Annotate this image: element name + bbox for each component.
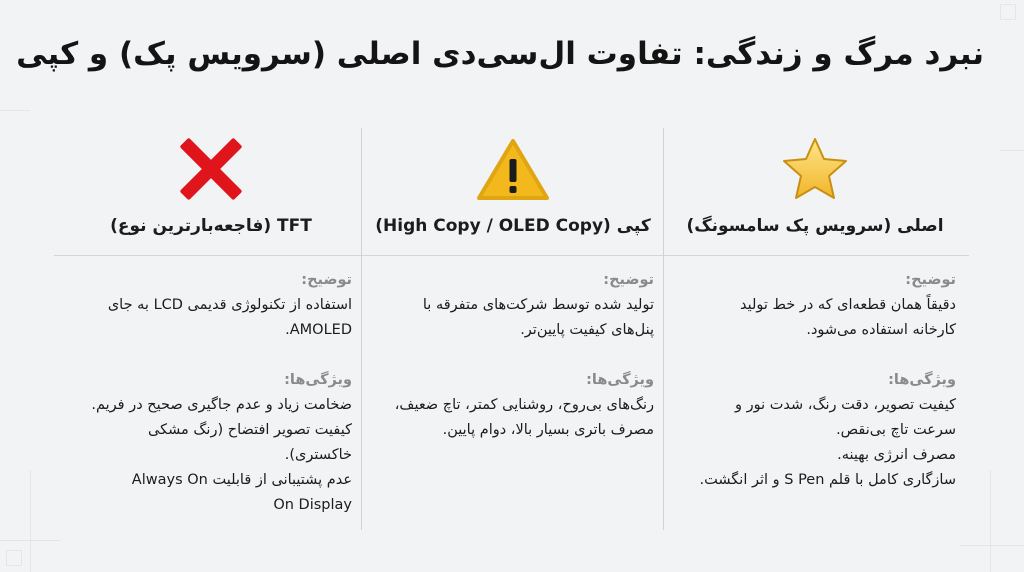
column-heading: کپی (High Copy / OLED Copy) (375, 216, 651, 236)
feature-line: سرعت تاچ بی‌نقص. (836, 422, 956, 438)
decorative-line (990, 470, 991, 572)
column-original (664, 128, 966, 528)
column-body (676, 268, 956, 493)
description-line: AMOLED. (285, 322, 352, 338)
description-line: کارخانه استفاده می‌شود. (806, 322, 956, 338)
column-body (374, 268, 654, 443)
description-line: دقیقاً همان قطعه‌ای که در خط تولید (739, 297, 956, 313)
feature-line: رنگ‌های بی‌روح، روشنایی کمتر، تاچ ضعیف، (394, 397, 654, 413)
page-title: نبرد مرگ و زندگی: تفاوت ال‌سی‌دی اصلی (سرویس پک) و کپی (16, 36, 984, 72)
decorative-line (30, 470, 31, 572)
decorative-box (1000, 4, 1016, 20)
description-line: پنل‌های کیفیت پایین‌تر. (520, 322, 654, 338)
cross-icon (60, 136, 362, 202)
decorative-line (960, 545, 1024, 546)
decorative-line (0, 110, 30, 111)
column-heading: اصلی (سرویس پک سامسونگ) (686, 216, 944, 236)
features-label: ویژگی‌ها: (888, 372, 956, 388)
description-label: توضیح: (301, 272, 352, 288)
feature-line: خاکستری). (284, 447, 352, 463)
description-label: توضیح: (905, 272, 956, 288)
star-icon (664, 136, 966, 202)
feature-line: سازگاری کامل با قلم S Pen و اثر انگشت. (699, 472, 956, 488)
column-body (72, 268, 352, 518)
decorative-line (0, 540, 60, 541)
decorative-line (1000, 150, 1024, 151)
column-copy (362, 128, 664, 528)
description-line: استفاده از تکنولوژی قدیمی LCD به جای (107, 297, 352, 313)
warning-icon (362, 136, 664, 202)
feature-line: مصرف باتری بسیار بالا، دوام پایین. (442, 422, 654, 438)
decorative-box (6, 550, 22, 566)
feature-line: کیفیت تصویر افتضاح (رنگ مشکی (148, 422, 352, 438)
description-line: تولید شده توسط شرکت‌های متفرقه با (422, 297, 654, 313)
feature-line: عدم پشتیبانی از قابلیت Always On (131, 472, 352, 488)
feature-line: مصرف انرژی بهینه. (837, 447, 956, 463)
column-heading: TFT (فاجعه‌بارترین نوع) (110, 216, 312, 236)
feature-line: ضخامت زیاد و عدم جاگیری صحیح در فریم. (91, 397, 352, 413)
feature-line: کیفیت تصویر، دقت رنگ، شدت نور و (735, 397, 956, 413)
feature-line: On Display (273, 497, 352, 513)
column-tft (60, 128, 362, 528)
features-label: ویژگی‌ها: (284, 372, 352, 388)
features-label: ویژگی‌ها: (586, 372, 654, 388)
description-label: توضیح: (603, 272, 654, 288)
